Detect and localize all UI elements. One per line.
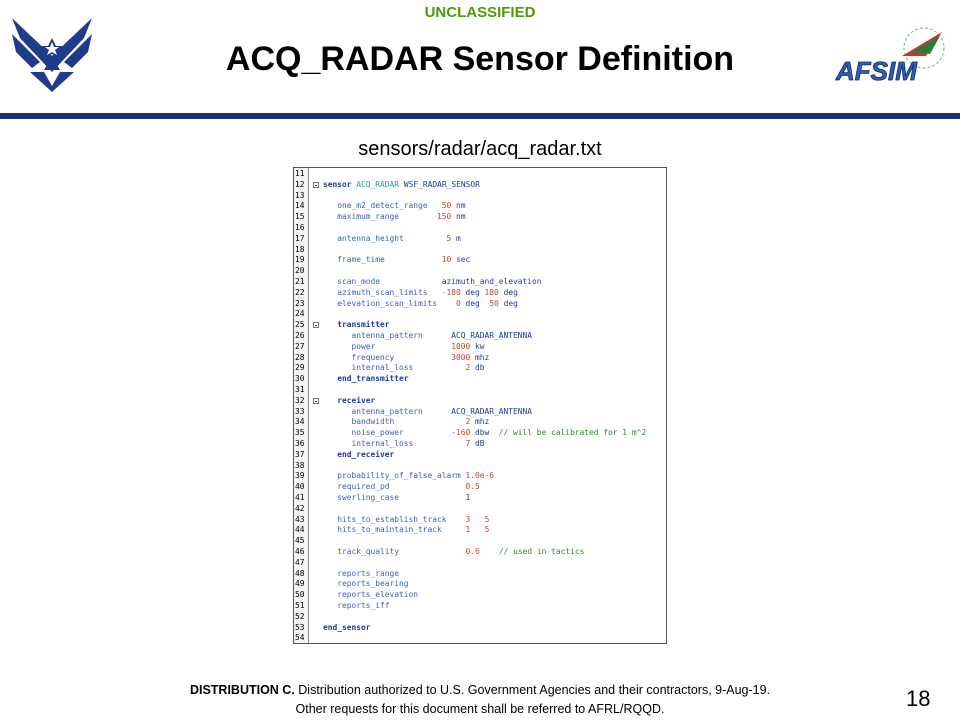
code-line [294, 374, 666, 385]
line-number: 41 [295, 493, 305, 502]
code-text [323, 234, 461, 245]
code-token: reports_iff [323, 601, 390, 610]
code-token: 0.6 [465, 547, 480, 556]
code-line [294, 547, 666, 558]
distribution-text: Distribution authorized to U.S. Government Agencies and their contractors, 9-Aug-19. [294, 683, 771, 697]
line-number: 50 [295, 590, 305, 600]
line-number: 37 [295, 449, 305, 459]
code-line [294, 245, 666, 256]
code-token: 10 [441, 255, 452, 265]
code-token: kw [470, 341, 485, 351]
line-number: 35 [295, 428, 305, 438]
line-number: 21 [295, 277, 305, 286]
code-token: probability_of_false_alarm [323, 471, 466, 481]
fold-toggle-icon[interactable] [313, 182, 319, 188]
header-rule [0, 113, 960, 119]
code-line [294, 309, 666, 320]
code-line [294, 493, 666, 504]
code-text [323, 590, 418, 601]
code-token: db [470, 363, 485, 373]
line-number: 17 [295, 233, 305, 243]
code-line [294, 385, 666, 396]
code-line [294, 288, 666, 299]
line-number: 44 [295, 525, 305, 535]
code-text [323, 407, 532, 418]
code-line [294, 525, 666, 536]
line-number: 31 [295, 385, 305, 394]
line-number: 29 [295, 363, 305, 373]
code-token: hits_to_maintain_track [323, 525, 466, 535]
line-number: 46 [295, 547, 305, 556]
code-line [294, 536, 666, 547]
code-token: WSF_RADAR_SENSOR [403, 179, 480, 189]
code-token: m [451, 233, 461, 243]
code-line [294, 169, 666, 180]
code-listing [293, 167, 667, 644]
code-token: swerling_case [323, 493, 466, 502]
code-token: 0 [456, 298, 461, 308]
fold-toggle-icon[interactable] [313, 398, 319, 404]
code-token: reports_elevation [323, 590, 419, 600]
code-token: 5 [484, 525, 490, 535]
code-line [294, 407, 666, 418]
code-token: power [323, 341, 452, 351]
code-token: azimuth_and_elevation [441, 277, 542, 286]
line-number: 52 [295, 611, 305, 621]
code-line [294, 612, 666, 623]
code-line [294, 212, 666, 223]
code-token: reports_bearing [323, 579, 409, 589]
code-text [323, 212, 466, 223]
line-number: 15 [295, 212, 305, 222]
line-number: 19 [295, 255, 305, 265]
code-token: transmitter [323, 320, 390, 330]
code-token: scan_mode [323, 277, 442, 286]
code-text [323, 277, 542, 288]
line-number: 22 [295, 287, 305, 297]
code-text [323, 374, 409, 385]
line-number: 12 [295, 179, 305, 189]
code-token: deg [498, 298, 518, 308]
line-number: 42 [295, 503, 305, 513]
code-text [323, 342, 485, 353]
code-line [294, 558, 666, 569]
code-text [323, 363, 485, 374]
code-token: 5 [446, 233, 452, 243]
code-token: -160 [451, 428, 471, 438]
distribution-line-2: Other requests for this document shall be referred to AFRL/RQQD. [295, 702, 665, 716]
code-token: frequency [323, 352, 452, 362]
code-token: antenna_height [323, 233, 447, 243]
code-text [323, 417, 489, 428]
code-token: 50 [441, 201, 452, 211]
code-line [294, 601, 666, 612]
code-token: bandwidth [323, 417, 466, 427]
code-line [294, 569, 666, 580]
code-token: maximum_range [323, 212, 438, 222]
code-token: sec [451, 255, 471, 265]
code-line [294, 633, 666, 644]
line-number: 16 [295, 223, 305, 232]
code-line [294, 504, 666, 515]
fold-toggle-icon[interactable] [313, 322, 319, 328]
code-line [294, 579, 666, 590]
code-token: track_quality [323, 547, 466, 556]
line-number: 43 [295, 514, 305, 524]
code-token: 0.5 [465, 482, 480, 492]
code-line [294, 590, 666, 601]
code-line [294, 320, 666, 331]
line-number: 47 [295, 557, 305, 567]
code-text [323, 547, 584, 558]
code-line [294, 461, 666, 472]
line-number: 28 [295, 352, 305, 362]
code-token: required_pd [323, 482, 466, 492]
line-number: 49 [295, 579, 305, 589]
code-text [323, 569, 399, 580]
code-line [294, 471, 666, 482]
code-token: hits_to_establish_track [323, 514, 466, 524]
page-number: 18 [906, 686, 931, 711]
code-line [294, 353, 666, 364]
code-token: 2 [465, 363, 471, 373]
code-text [323, 255, 470, 266]
code-token: mhz [470, 417, 490, 427]
code-token: elevation_scan_limits [323, 298, 457, 308]
code-line [294, 342, 666, 353]
code-token: sensor [323, 179, 352, 189]
code-text [323, 288, 518, 299]
slide-title: ACQ_RADAR Sensor Definition [225, 40, 735, 78]
line-number: 24 [295, 309, 305, 319]
code-line [294, 234, 666, 245]
code-token: dB [470, 439, 485, 448]
code-token: 1000 [451, 341, 471, 351]
code-token: 1 [465, 525, 471, 535]
afsim-logo [832, 26, 954, 88]
code-token: // used in tactics [498, 547, 585, 556]
line-number: 26 [295, 331, 305, 340]
code-text [323, 579, 409, 590]
code-token: 3000 [451, 352, 471, 362]
code-line [294, 191, 666, 202]
line-number: 13 [295, 190, 305, 200]
code-line [294, 223, 666, 234]
code-text [323, 493, 470, 504]
line-number: 38 [295, 460, 305, 470]
code-token: end_transmitter [323, 374, 409, 384]
line-number: 25 [295, 320, 305, 330]
code-text [323, 515, 489, 526]
code-token: noise_power [323, 428, 452, 438]
line-number: 27 [295, 341, 305, 351]
code-line [294, 515, 666, 526]
line-number: 39 [295, 471, 305, 481]
code-token: nm [451, 212, 466, 222]
classification-marking: UNCLASSIFIED [424, 4, 536, 21]
code-line [294, 396, 666, 407]
code-token: // will be calibrated for 1 m^2 [498, 428, 647, 438]
code-token: internal_loss [323, 363, 466, 373]
code-token: mhz [470, 352, 490, 362]
code-text [323, 353, 489, 364]
code-line [294, 266, 666, 277]
code-token: ACQ_RADAR_ANTENNA [451, 331, 533, 340]
code-token [470, 515, 484, 524]
code-token: -180 [441, 287, 461, 297]
code-text [323, 450, 394, 461]
code-line [294, 482, 666, 493]
code-text [323, 396, 375, 407]
distribution-label: DISTRIBUTION C. [189, 683, 295, 697]
line-number: 33 [295, 406, 305, 416]
code-token: end_receiver [323, 449, 395, 459]
code-line [294, 439, 666, 450]
code-text [323, 331, 532, 342]
code-text [323, 320, 390, 331]
code-token: reports_range [323, 568, 400, 578]
line-number: 32 [295, 395, 305, 405]
code-token: azimuth_scan_limits [323, 287, 442, 297]
code-line [294, 363, 666, 374]
code-token: 7 [465, 439, 471, 448]
code-token: 50 [489, 298, 499, 308]
code-token: ACQ_RADAR_ANTENNA [451, 406, 533, 416]
code-token: deg [460, 287, 485, 297]
code-line [294, 180, 666, 191]
code-line [294, 299, 666, 310]
code-token: 180 [484, 287, 499, 297]
code-line [294, 201, 666, 212]
code-token: antenna_pattern [323, 331, 452, 340]
code-line [294, 277, 666, 288]
distribution-line-1 [60, 681, 900, 700]
code-token: 5 [484, 514, 490, 524]
code-token: nm [451, 201, 466, 211]
code-line [294, 623, 666, 634]
code-token: one_m2_detect_range [323, 201, 442, 211]
code-token: 1 [465, 493, 471, 502]
code-line [294, 450, 666, 461]
code-token: 3 [465, 514, 471, 524]
code-token: internal_loss [323, 439, 466, 448]
line-number: 40 [295, 482, 305, 492]
code-token: antenna_pattern [323, 406, 452, 416]
code-text [323, 525, 489, 536]
afsim-logo-text: AFSIM [836, 56, 917, 86]
code-token: deg [460, 298, 490, 308]
line-number: 34 [295, 417, 305, 427]
line-number: 36 [295, 439, 305, 448]
code-text [323, 471, 494, 482]
line-number: 20 [295, 266, 305, 276]
distribution-statement [60, 681, 900, 719]
code-line [294, 417, 666, 428]
file-path: sensors/radar/acq_radar.txt [358, 138, 602, 160]
line-number: 45 [295, 536, 305, 546]
line-number: 53 [295, 622, 305, 632]
code-token [470, 525, 484, 534]
code-token: dbw [470, 428, 499, 438]
line-number: 54 [295, 633, 305, 643]
code-token: ACQ_RADAR [356, 179, 400, 189]
code-text [323, 201, 466, 212]
code-token: deg [498, 287, 518, 297]
line-number: 11 [295, 169, 305, 178]
line-number: 48 [295, 568, 305, 578]
line-number: 23 [295, 298, 305, 308]
line-number: 51 [295, 601, 305, 610]
code-text [323, 439, 485, 450]
code-text [323, 482, 480, 493]
line-number: 30 [295, 374, 305, 384]
code-text [323, 299, 518, 310]
code-token: 2 [465, 417, 471, 427]
code-line [294, 428, 666, 439]
line-number: 18 [295, 244, 305, 254]
code-token: end_sensor [323, 622, 371, 632]
line-number: 14 [295, 201, 305, 211]
code-token [480, 547, 499, 556]
code-text [323, 180, 480, 191]
code-token: 150 [437, 212, 452, 222]
code-token: 1.0e-6 [465, 471, 495, 481]
code-token: receiver [323, 395, 376, 405]
code-line [294, 255, 666, 266]
code-token: frame_time [323, 255, 442, 265]
code-text [323, 428, 646, 439]
code-text [323, 623, 371, 634]
code-line [294, 331, 666, 342]
code-text [323, 601, 390, 612]
